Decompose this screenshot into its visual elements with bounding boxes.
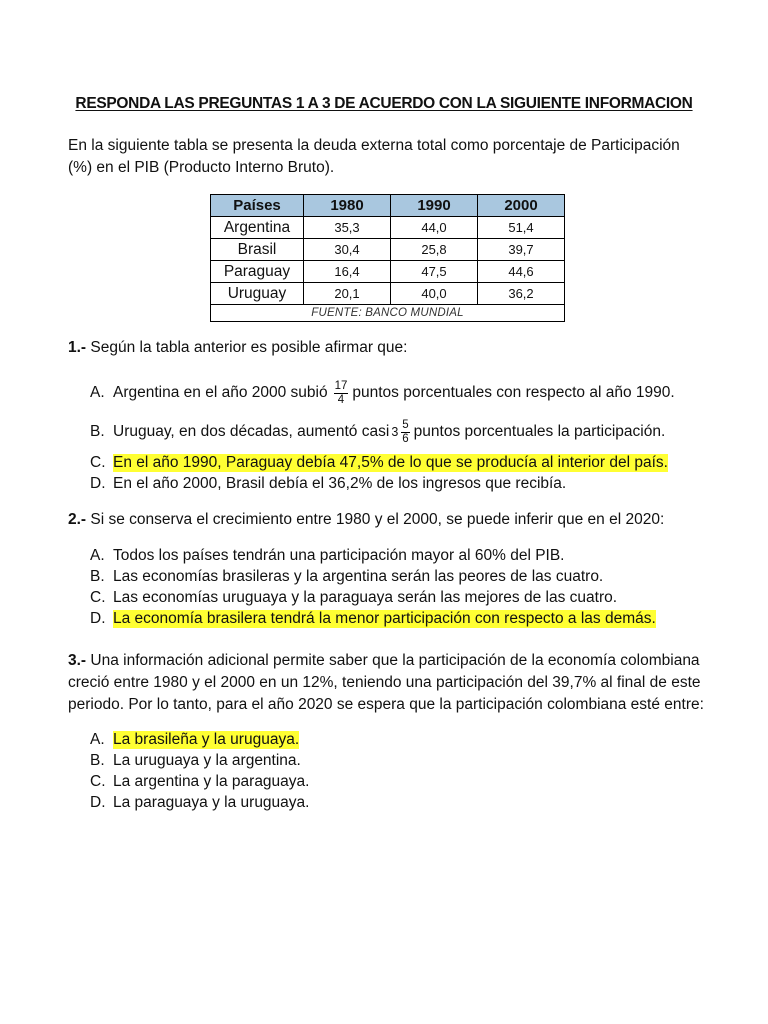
- option-3c: [90, 771, 710, 792]
- option-text: La argentina y la paraguaya.: [113, 772, 310, 790]
- highlighted-answer: En el año 1990, Paraguay debía 47,5% de lo que se producía al interior del país.: [113, 453, 668, 471]
- option-text: La uruguaya y la argentina.: [113, 751, 301, 769]
- option-letter: D.: [90, 609, 106, 627]
- fraction-denominator: 6: [402, 432, 409, 445]
- option-2d: [90, 608, 710, 629]
- header-countries: Países: [211, 195, 304, 217]
- option-text: Las economías brasileras y la argentina serán las peores de las cuatro.: [113, 567, 604, 585]
- question-3-text: Una información adicional permite saber que la participación de la economía colombiana creció entre 1980 y el 2000 en un 12%, teniendo una participación del 39,7% al final de este periodo. Por lo tanto, para el año 2020 se espera que la participación colombiana esté entre:: [68, 652, 704, 713]
- option-text: Todos los países tendrán una participación mayor al 60% del PIB.: [113, 546, 565, 564]
- option-letter: B.: [90, 751, 105, 769]
- question-1: [68, 337, 708, 359]
- option-1b-text-post: puntos porcentuales la participación.: [413, 423, 666, 440]
- country-cell: Argentina: [211, 217, 304, 239]
- option-letter: B.: [90, 567, 105, 585]
- option-2a: [90, 545, 710, 566]
- option-text: En el año 2000, Brasil debía el 36,2% de los ingresos que recibía.: [113, 474, 567, 492]
- value-cell: 51,4: [478, 217, 565, 239]
- highlighted-answer: La brasileña y la uruguaya.: [113, 730, 300, 748]
- table-row: [211, 239, 565, 261]
- option-letter: A.: [90, 384, 105, 401]
- option-1d: [90, 473, 710, 494]
- question-2: [68, 509, 708, 531]
- value-cell: 40,0: [391, 283, 478, 305]
- table-row: [211, 283, 565, 305]
- question-2-number: 2.-: [68, 511, 87, 528]
- fraction-17-4: [334, 380, 349, 407]
- value-cell: 39,7: [478, 239, 565, 261]
- country-cell: Brasil: [211, 239, 304, 261]
- question-1-options: [90, 374, 710, 494]
- value-cell: 47,5: [391, 261, 478, 283]
- option-letter: D.: [90, 793, 106, 811]
- option-2b: [90, 566, 710, 587]
- table-row: [211, 217, 565, 239]
- debt-table: [210, 194, 565, 322]
- fraction-numerator: 5: [402, 418, 409, 431]
- fraction-5-6: [401, 419, 409, 446]
- fraction-whole: 3: [391, 425, 399, 439]
- page-title: RESPONDA LAS PREGUNTAS 1 A 3 DE ACUERDO CON LA SIGUIENTE INFORMACION: [75, 95, 693, 112]
- table-row: [211, 261, 565, 283]
- question-3-options: [90, 729, 710, 813]
- option-letter: A.: [90, 546, 105, 564]
- option-letter: B.: [90, 423, 105, 440]
- option-text: Las economías uruguaya y la paraguaya serán las mejores de las cuatro.: [113, 588, 618, 606]
- question-2-text: Si se conserva el crecimiento entre 1980 y el 2000, se puede inferir que en el 2020:: [86, 511, 665, 528]
- value-cell: 20,1: [304, 283, 391, 305]
- fraction-numerator: 17: [334, 379, 348, 392]
- value-cell: 35,3: [304, 217, 391, 239]
- question-3: [68, 650, 708, 716]
- option-letter: C.: [90, 588, 106, 606]
- question-2-options: [90, 545, 710, 629]
- option-2c: [90, 587, 710, 608]
- header-2000: 2000: [478, 195, 565, 217]
- value-cell: 36,2: [478, 283, 565, 305]
- table-source-row: [211, 305, 565, 322]
- option-text: La paraguaya y la uruguaya.: [113, 793, 310, 811]
- question-1-number: 1.-: [68, 339, 87, 356]
- option-1b: [90, 412, 710, 452]
- option-1c: [90, 452, 710, 473]
- option-letter: C.: [90, 453, 106, 471]
- value-cell: 25,8: [391, 239, 478, 261]
- option-letter: D.: [90, 474, 106, 492]
- option-1a-text-pre: Argentina en el año 2000 subió: [113, 384, 328, 401]
- option-letter: C.: [90, 772, 106, 790]
- table-source: FUENTE: BANCO MUNDIAL: [211, 305, 565, 322]
- option-3d: [90, 792, 710, 813]
- table-header-row: [211, 195, 565, 217]
- highlighted-answer: La economía brasilera tendrá la menor participación con respecto a las demás.: [113, 609, 656, 627]
- intro-paragraph: En la siguiente tabla se presenta la deuda externa total como porcentaje de Participación (%) en el PIB (Producto Interno Bruto).: [68, 137, 680, 176]
- value-cell: 44,0: [391, 217, 478, 239]
- country-cell: Paraguay: [211, 261, 304, 283]
- header-1980: 1980: [304, 195, 391, 217]
- option-1b-text-pre: Uruguay, en dos décadas, aumentó casi: [113, 423, 390, 440]
- question-1-text: Según la tabla anterior es posible afirmar que:: [86, 339, 408, 356]
- country-cell: Uruguay: [211, 283, 304, 305]
- value-cell: 30,4: [304, 239, 391, 261]
- option-1a: [90, 374, 710, 412]
- header-1990: 1990: [391, 195, 478, 217]
- value-cell: 16,4: [304, 261, 391, 283]
- option-letter: A.: [90, 730, 105, 748]
- option-3b: [90, 750, 710, 771]
- option-3a: [90, 729, 710, 750]
- value-cell: 44,6: [478, 261, 565, 283]
- option-1a-text-post: puntos porcentuales con respecto al año 1990.: [352, 384, 675, 401]
- fraction-denominator: 4: [337, 393, 345, 406]
- question-3-number: 3.-: [68, 652, 87, 669]
